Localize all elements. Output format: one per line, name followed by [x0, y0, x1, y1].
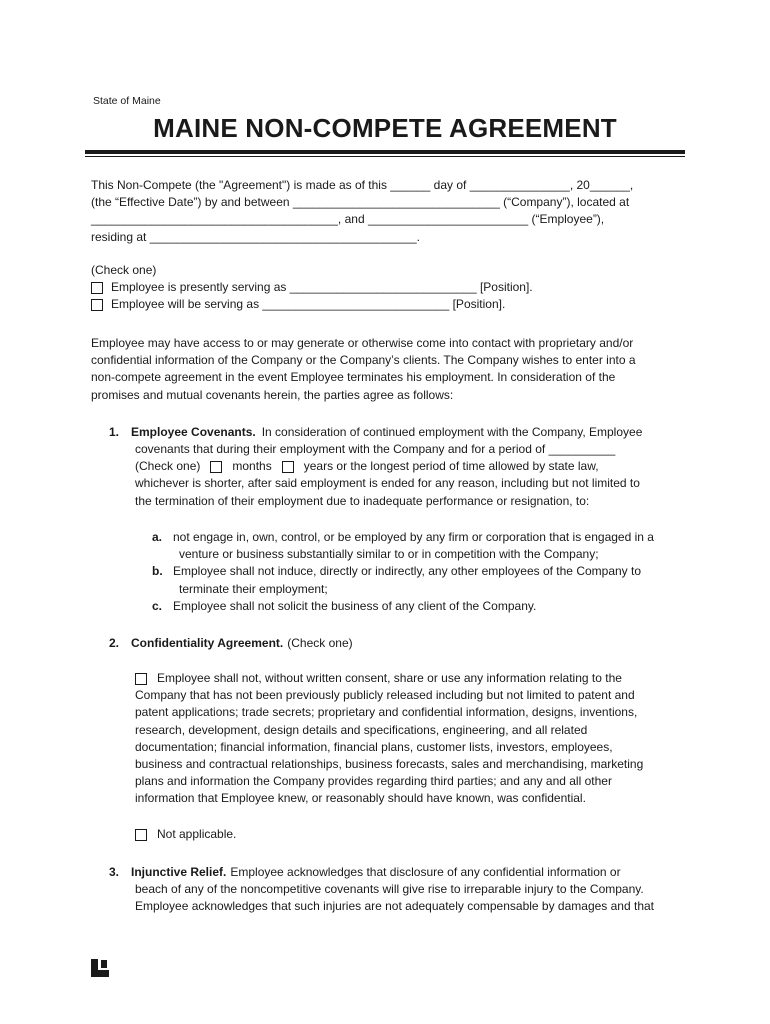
- position-option-present: [91, 279, 533, 296]
- page-title: MAINE NON-COMPETE AGREEMENT: [153, 113, 617, 143]
- list-item-continuation: venture or business substantially similar to or in competition with the Company;: [179, 547, 599, 562]
- section-1-line: the termination of their employment due to inadequate performance or resignation, to:: [135, 493, 590, 508]
- list-item-letter: a.: [152, 530, 163, 544]
- present-position-checkbox[interactable]: [91, 282, 103, 294]
- future-position-checkbox[interactable]: [91, 299, 103, 311]
- section-1-body: [135, 441, 640, 510]
- duration-check-label: (Check one): [135, 459, 201, 474]
- confidentiality-checkbox[interactable]: [135, 673, 147, 685]
- not-applicable-text: Not applicable.: [157, 827, 237, 841]
- intro-line: _____________________________________, and ________________________ (“Employee”),: [91, 212, 605, 227]
- months-checkbox[interactable]: [210, 461, 222, 473]
- list-item-letter: b.: [152, 564, 163, 579]
- confidentiality-line: patent applications; trade secrets; proprietary and confidential information, designs, inventions,: [135, 705, 638, 720]
- section-2-check-label: (Check one): [287, 636, 353, 650]
- confidentiality-line: Company that has not been previously publicly released including but not limited to patent and: [135, 688, 635, 703]
- section-3-line: Employee acknowledges that such injuries are not adequately compensable by damages and that: [135, 899, 654, 914]
- years-label: years or the longest period of time allowed by state law,: [303, 459, 599, 474]
- list-item: [152, 563, 654, 580]
- recitals-line: promises and mutual covenants herein, the parties agree as follows:: [91, 387, 454, 402]
- present-position-text: Employee is presently serving as ____________________________ [Position].: [111, 280, 533, 295]
- list-item-text: Employee shall not induce, directly or indirectly, any other employees of the Company to: [173, 564, 642, 579]
- section-3-line: beach of any of the noncompetitive covenants will give rise to irreparable injury to the Company.: [135, 882, 644, 896]
- recitals-paragraph: [91, 335, 636, 404]
- section-3-heading: Injunctive Relief.: [131, 865, 227, 879]
- section-1-line: covenants that during their employment with the Company and for a period of __________: [135, 442, 616, 456]
- section-1-line: whichever is shorter, after said employment is ended for any reason, including but not limited to: [135, 476, 640, 491]
- section-2-option-not-applicable: [135, 826, 236, 843]
- confidentiality-line: documentation; financial information, financial plans, customer lists, investors, employees,: [135, 739, 613, 754]
- list-item: [152, 598, 654, 615]
- list-item-letter: c.: [152, 598, 163, 613]
- confidentiality-line: business and contractual relationships, business forecasts, sales and merchandising, marketing: [135, 756, 644, 771]
- section-2-heading-line: [109, 635, 353, 652]
- confidentiality-line: research, development, design details and specifications, engineering, and all related: [135, 722, 588, 737]
- section-2-option-confidential: [135, 670, 643, 808]
- section-3-body: [135, 881, 654, 915]
- check-one-label: (Check one): [91, 263, 157, 277]
- months-label: months: [232, 459, 272, 474]
- recitals-line: confidential information of the Company or the Company’s clients. The Company wishes to enter into a: [91, 353, 636, 368]
- confidentiality-line: plans and information the Company provides regarding third parties; and any and all other: [135, 774, 612, 789]
- section-1-duration-line: [135, 458, 640, 475]
- intro-line: (the “Effective Date”) by and between _______________________________ (“Company”), located at: [91, 195, 630, 210]
- title-rule-thin: [85, 156, 685, 157]
- list-item: [152, 529, 654, 546]
- section-3-number: 3.: [109, 865, 120, 879]
- years-checkbox[interactable]: [282, 461, 294, 473]
- section-2-number: 2.: [109, 636, 120, 650]
- section-2-heading: Confidentiality Agreement.: [131, 636, 284, 650]
- brand-logo-icon: [91, 959, 109, 977]
- position-check-group: [91, 262, 533, 314]
- section-1-heading: Employee Covenants.: [131, 425, 256, 439]
- intro-line: This Non-Compete (the "Agreement") is made as of this ______ day of _______________, 20______,: [91, 178, 634, 192]
- section-1-number: 1.: [109, 425, 120, 439]
- not-applicable-checkbox[interactable]: [135, 829, 147, 841]
- intro-line: residing at ________________________________________.: [91, 229, 420, 244]
- list-item-text: not engage in, own, control, or be employed by any firm or corporation that is engaged in a: [173, 530, 654, 544]
- title-rule-thick: [85, 150, 685, 154]
- recitals-line: Employee may have access to or may generate or otherwise come into contact with proprietary and/or: [91, 336, 634, 350]
- section-1-text: In consideration of continued employment with the Company, Employee: [261, 425, 643, 439]
- section-3-text: Employee acknowledges that disclosure of any confidential information or: [230, 865, 621, 879]
- list-item-continuation: terminate their employment;: [179, 581, 328, 596]
- future-position-text: Employee will be serving as ____________________________ [Position].: [111, 297, 506, 312]
- position-option-future: [91, 296, 533, 313]
- recitals-line: non-compete agreement in the event Employee terminates his employment. In consideration of the: [91, 370, 616, 385]
- section-1-list: [152, 529, 654, 615]
- state-label: State of Maine: [93, 95, 161, 107]
- section-1-heading-line: [109, 424, 642, 441]
- confidentiality-text: Employee shall not, without written consent, share or use any information relating to the: [157, 671, 622, 685]
- list-item-text: Employee shall not solicit the business of any client of the Company.: [173, 598, 537, 613]
- section-3-heading-line: [109, 864, 621, 881]
- intro-paragraph: [91, 177, 633, 246]
- confidentiality-line: information that Employee knew, or reasonably should have known, was confidential.: [135, 791, 586, 806]
